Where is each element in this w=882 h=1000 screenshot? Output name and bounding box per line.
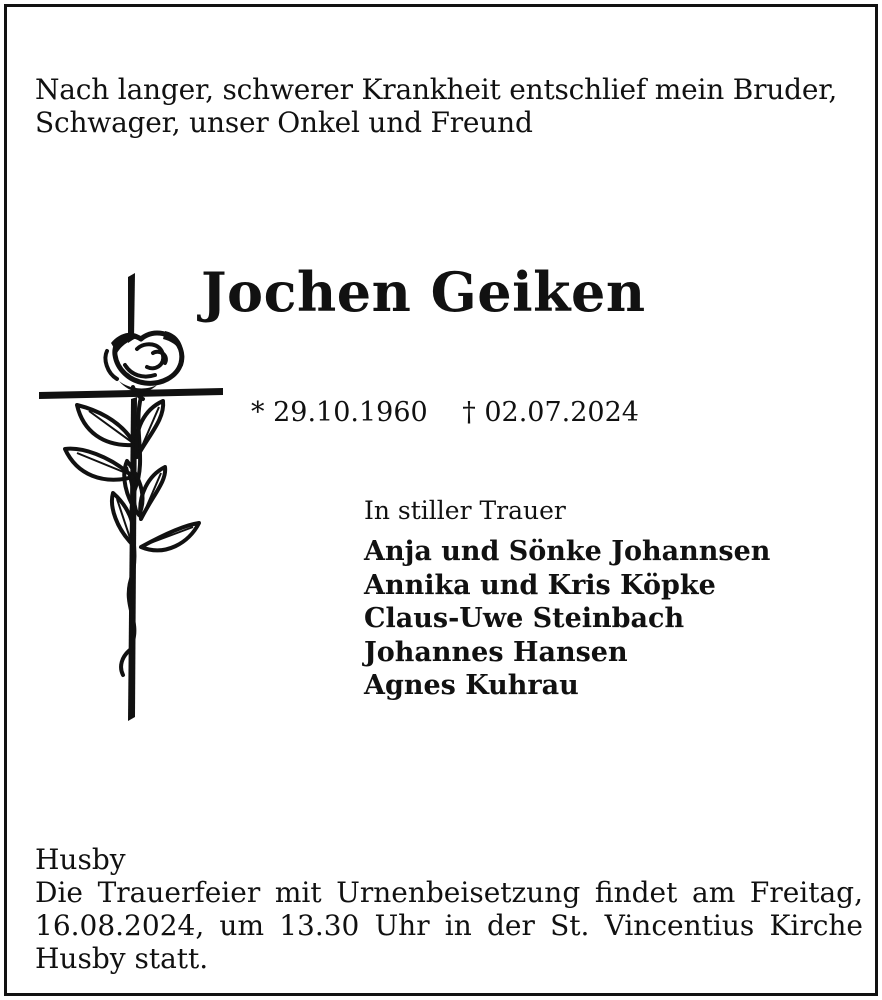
obituary-frame — [4, 4, 878, 996]
mourners-list — [364, 535, 770, 703]
ceremony-text: Die Trauerfeier mit Urnenbeisetzung findet am Freitag, 16.08.2024, um 13.30 Uhr in der St. Vincentius Kirche Husby statt. — [35, 876, 863, 975]
intro-line-2: Schwager, unser Onkel und Freund — [35, 106, 533, 139]
mourner-name: Claus-Uwe Steinbach — [364, 603, 685, 634]
mourner-name: Johannes Hansen — [364, 636, 628, 668]
ceremony-info — [35, 843, 863, 975]
birth-date: * 29.10.1960 — [251, 397, 428, 428]
death-date: † 02.07.2024 — [462, 397, 639, 428]
cross-with-rose-icon — [37, 269, 232, 729]
mourner-name: Anja und Sönke Johannsen — [364, 536, 771, 567]
mourning-label: In stiller Trauer — [364, 496, 566, 525]
intro-text — [35, 73, 865, 139]
intro-line-1: Nach langer, schwerer Krankheit entschlief mein Bruder, — [35, 73, 838, 106]
mourner-name: Annika und Kris Köpke — [364, 569, 716, 601]
mourner-name: Agnes Kuhrau — [364, 670, 579, 701]
mourners-block — [364, 493, 770, 703]
life-dates — [251, 395, 639, 431]
place: Husby — [35, 843, 126, 876]
deceased-name: Jochen Geiken — [201, 260, 646, 324]
